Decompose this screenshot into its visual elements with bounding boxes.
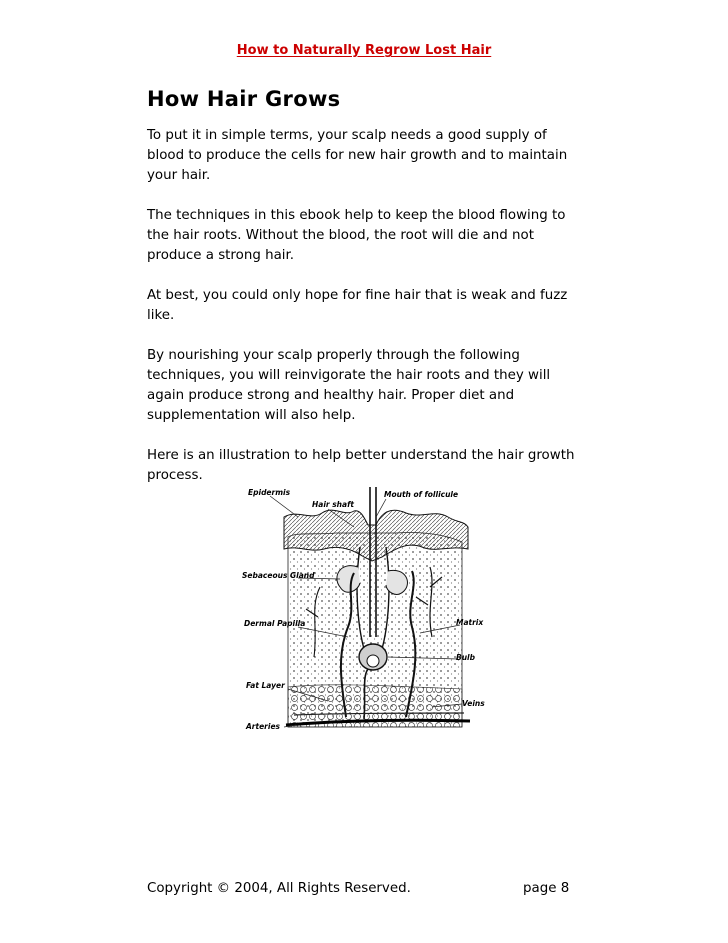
label-bulb: Bulb [456, 653, 475, 662]
label-fat-layer: Fat Layer [246, 681, 285, 690]
section-title: How Hair Grows [147, 87, 341, 111]
label-matrix: Matrix [456, 618, 484, 627]
page-number: page 8 [523, 881, 570, 896]
hair-follicle-diagram [236, 487, 490, 745]
paragraph-5: Here is an illustration to help better understand the hair growth process. [147, 448, 575, 483]
label-arteries: Arteries [246, 722, 280, 731]
label-epidermis: Epidermis [248, 488, 291, 497]
label-dermal-papilla: Dermal Papilla [244, 619, 306, 628]
sebaceous-gland-left [337, 566, 360, 593]
copyright-text: Copyright © 2004, All Rights Reserved. [147, 881, 411, 896]
label-veins: Veins [462, 699, 485, 708]
paragraph-4: By nourishing your scalp properly through the following techniques, you will reinvigorate the hair roots and they will again produce strong and healthy hair. Proper diet and supplementation will also help. [147, 348, 551, 423]
label-mouth-of-follicle: Mouth of follicule [384, 490, 459, 499]
page-footer [147, 880, 587, 898]
dermal-papilla [367, 655, 379, 667]
label-hair-shaft: Hair shaft [312, 500, 354, 509]
sebaceous-gland-right [386, 570, 407, 594]
paragraph-1: To put it in simple terms, your scalp needs a good supply of blood to produce the cells for new hair growth and to maintain your hair. [147, 128, 568, 183]
hair-follicle-illustration [236, 487, 490, 745]
page-content [147, 86, 587, 506]
paragraph-2: The techniques in this ebook help to keep the blood flowing to the hair roots. Without the blood, the root will die and not produce a strong hair. [147, 208, 566, 263]
paragraph-3: At best, you could only hope for fine hair that is weak and fuzz like. [147, 288, 568, 323]
running-header: How to Naturally Regrow Lost Hair [236, 43, 492, 58]
label-sebaceous-gland: Sebaceous Gland [242, 571, 315, 580]
